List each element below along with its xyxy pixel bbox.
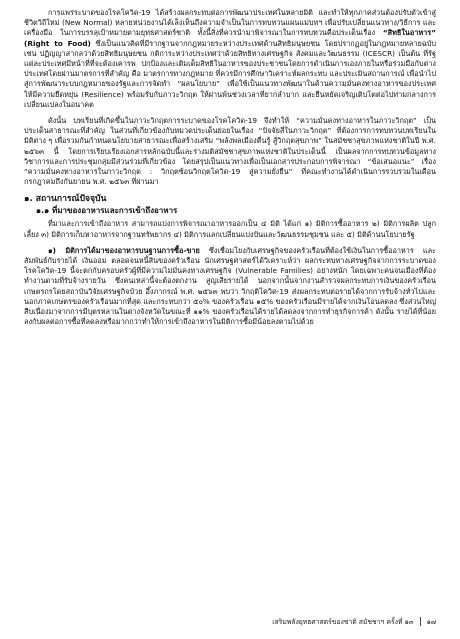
- page-number: ๑๗: [426, 618, 436, 626]
- footer-title: เสริมพลังยุทธศาสตร์ของชาติ สมัชชาฯ ครั้งที่ ๑๓: [272, 618, 414, 626]
- intro-paragraph: [24, 8, 436, 110]
- intro-text-rest: ซึ่งเป็นแนวคิดที่มีรากฐานจากกฎหมายระหว่างประเทศด้านสิทธิมนุษยชน โดยปรากฏอยู่ในกฎหมายหลายฉบับ เช่น ปฏิญญาสากลว่าด้วยสิทธิมนุษยชน กติการะหว่างประเทศว่าด้วยสิทธิทางเศรษฐกิจ สังคมและวัฒนธรรม (ICESCR) เป็นต้น ที่รัฐแต่ละประเทศมีหน้าที่ที่จะต้องเคารพ ปกป้องและเติมเต็มสิทธิในอาหารของประชาชนโดยการดำเนินการเองภายในหรือร่วมมือกับต่างประเทศโดยผ่านมาตรการที่สำคัญ คือ มาตรการทางกฎหมาย ที่ควรมีการศึกษาวิเคราะห์ผลกระทบ และประเมินสถานการณ์ เพื่อนำไปสู่การพัฒนาระบบกฎหมายของรัฐและการจัดทำ “ผลนโยบาย” เพื่อใช้เป็นแนวทางพัฒนาในด้านความมั่นคงทางอาหารของประเทศ ให้มีความยืดหยุ่น (Resilience) พร้อมรับกับภาวะวิกฤต ให้ผ่านพ้นช่วงเวลาที่ยากลำบาก และยืนหยัดเจริญเติบโตต่อไปท่ามกลางการเปลี่ยนแปลงในอนาคต: [24, 38, 436, 109]
- section-heading: ๑. สถานการณ์ปัจจุบัน: [24, 194, 107, 205]
- purchase-dimension-title: ๑) มิติการได้มาของอาหารบนฐานการซื้อ-ขาย: [48, 245, 200, 255]
- intro-text: การแพร่ระบาดของโรคโควิด-19 ได้สร้างผลกระทบต่อการพัฒนาประเทศในหลายมิติ และทำให้ทุกภาคส่วนต้องปรับตัวเข้าสู่ชีวิตวิถีใหม่ (New Normal) หลายหน่วยงานได้เล็งเห็นถึงความจำเป็นในการทบทวนแผนแม่บทฯ เพื่อปรับเปลี่ยนแนวทาง/วิธีการ และเครื่องมือ ในการบรรลุเป้าหมายตามยุทธศาสตร์ชาติ ทั้งนี้สิ่งที่ควรนำมาพิจารณาในการทบทวนคือประเด็นเรื่อง: [24, 8, 436, 38]
- food-access-paragraph: ที่มาและการเข้าถึงอาหาร สามารถแบ่งการพิจารณาอาหารออกเป็น ๔ มิติ ได้แก่ ๑) มิติการซื้ออาหาร ๒) มิติการผลิต ปลูกเลี้ยง ๓) มิติการเก็บหาอาหารจากฐานทรัพยากร ๔) มิติการแลกเปลี่ยนแบ่งปันและวัฒนธรรมชุมชน และ ๕) มิติด้านนโยบายรัฐ: [24, 219, 436, 239]
- footer-divider: [420, 617, 421, 626]
- page-footer: [0, 616, 436, 627]
- lessons-paragraph: ดังนั้น บทเรียนที่เกิดขึ้นในภาวะวิกฤตการระบาดของโรคโควิด-19 จึงทำให้ “ความมั่นคงทางอาหารในภาวะวิกฤต” เป็นประเด็นสาธารณะที่สำคัญ ในส่วนที่เกี่ยวข้องกับหมวดประเด็นย่อยในเรื่อง “ปัจจัยสี่ในภาวะวิกฤต” ที่ต้องการการทบทวนบทเรียนในมิติต่าง ๆ เพื่อรวมกันกำหนดนโยบายสาธารณะเพื่อสร้างเสริม “พลังพลเมืองตื่นรู้ สู้วิกฤตสุขภาพ” ในสมัชชาสุขภาพแห่งชาติในปี พ.ศ. ๒๕๖๓ นี้ โดยการเรียบเรียงเอกสารหลักฉบับนี้และร่างมติสมัชชาสุขภาพแห่งชาติในประเด็นนี้ เป็นผลจากการทบทวนข้อมูลทางวิชาการและการประชุมกลุ่มมีส่วนร่วมที่เกี่ยวข้อง โดยสรุปเป็นแนวทางเพื่อเป็นเอกสารประกอบการพิจารณา “ข้อเสนอแนะ” เรื่อง “ความมั่นคงทางอาหารในภาวะวิกฤต : วิกฤตซ้อนวิกฤตโควิด-19 สู่ความยั่งยืน” ที่คณะทำงานได้ดำเนินการรวบรวมในเดือนกรกฎาคมถึงกันยายน พ.ศ. ๒๕๖๓ ที่ผ่านมา: [24, 116, 436, 187]
- subsection-heading: ๑.๑ ที่มาของอาหารและการเข้าถึงอาหาร: [36, 206, 178, 216]
- right-to-food-term: “สิทธิในอาหาร” (Right to Food): [24, 28, 436, 48]
- document-body: [24, 8, 436, 327]
- purchase-dimension-paragraph: [24, 246, 436, 328]
- purchase-dimension-text: ซึ่งเชื่อมโยงกับเศรษฐกิจของครัวเรือนที่ต้องใช้เงินในการซื้ออาหาร และสัมพันธ์กับรายได้ เงินออม ตลอดจนหนี้สินของครัวเรือน นักเศรษฐศาสตร์ได้วิเคราะห์ว่า ผลกระทบทางเศรษฐกิจจากการระบาดของโรคโควิด-19 นี้จะตกกับครอบครัวผู้ที่มีความไม่มั่นคงทางเศรษฐกิจ (Vulnerable Families) อย่างหนัก โดยเฉพาะคนจนเมืองที่ต้องทำงานตามที่รับจ้างรายวัน ซึ่งคนเหล่านี้จะต้องตกงาน สูญเสียรายได้ นอกจากนั้นจากงานสำรวจผลกระทบการเงินของครัวเรือนเกษตรกรโดยสถาบันวิจัยเศรษฐกิจป๋วย อึ๊งภากรณ์ พ.ศ. ๒๕๖๓ พบว่า วิกฤติโควิด-19 ส่งผลกระทบต่อรายได้จากการรับจ้างทั่วไปและนอกภาคเกษตรของครัวเรือนมากที่สุด และกระทบกว่า ๕๐% ของครัวเรือน ๑๕% ของครัวเรือนมีรายได้จากเงินโอนลดลง ซึ่งส่วนใหญ่สืบเนื่องมาจากการมีบุตรหลานในต่างจังหวัดในขณะที่ ๑๑% ของครัวเรือนได้รายได้ลดลงจากการทำธุรกิจการค้า ดังนั้น รายได้ที่น้อยลงกับผลต่อการซื้อที่ลดลงหรือมากกว่าทำให้การเข้าถึงอาหารในมิติการซื้อมีน้อยลงตามไปด้วย: [24, 245, 436, 327]
